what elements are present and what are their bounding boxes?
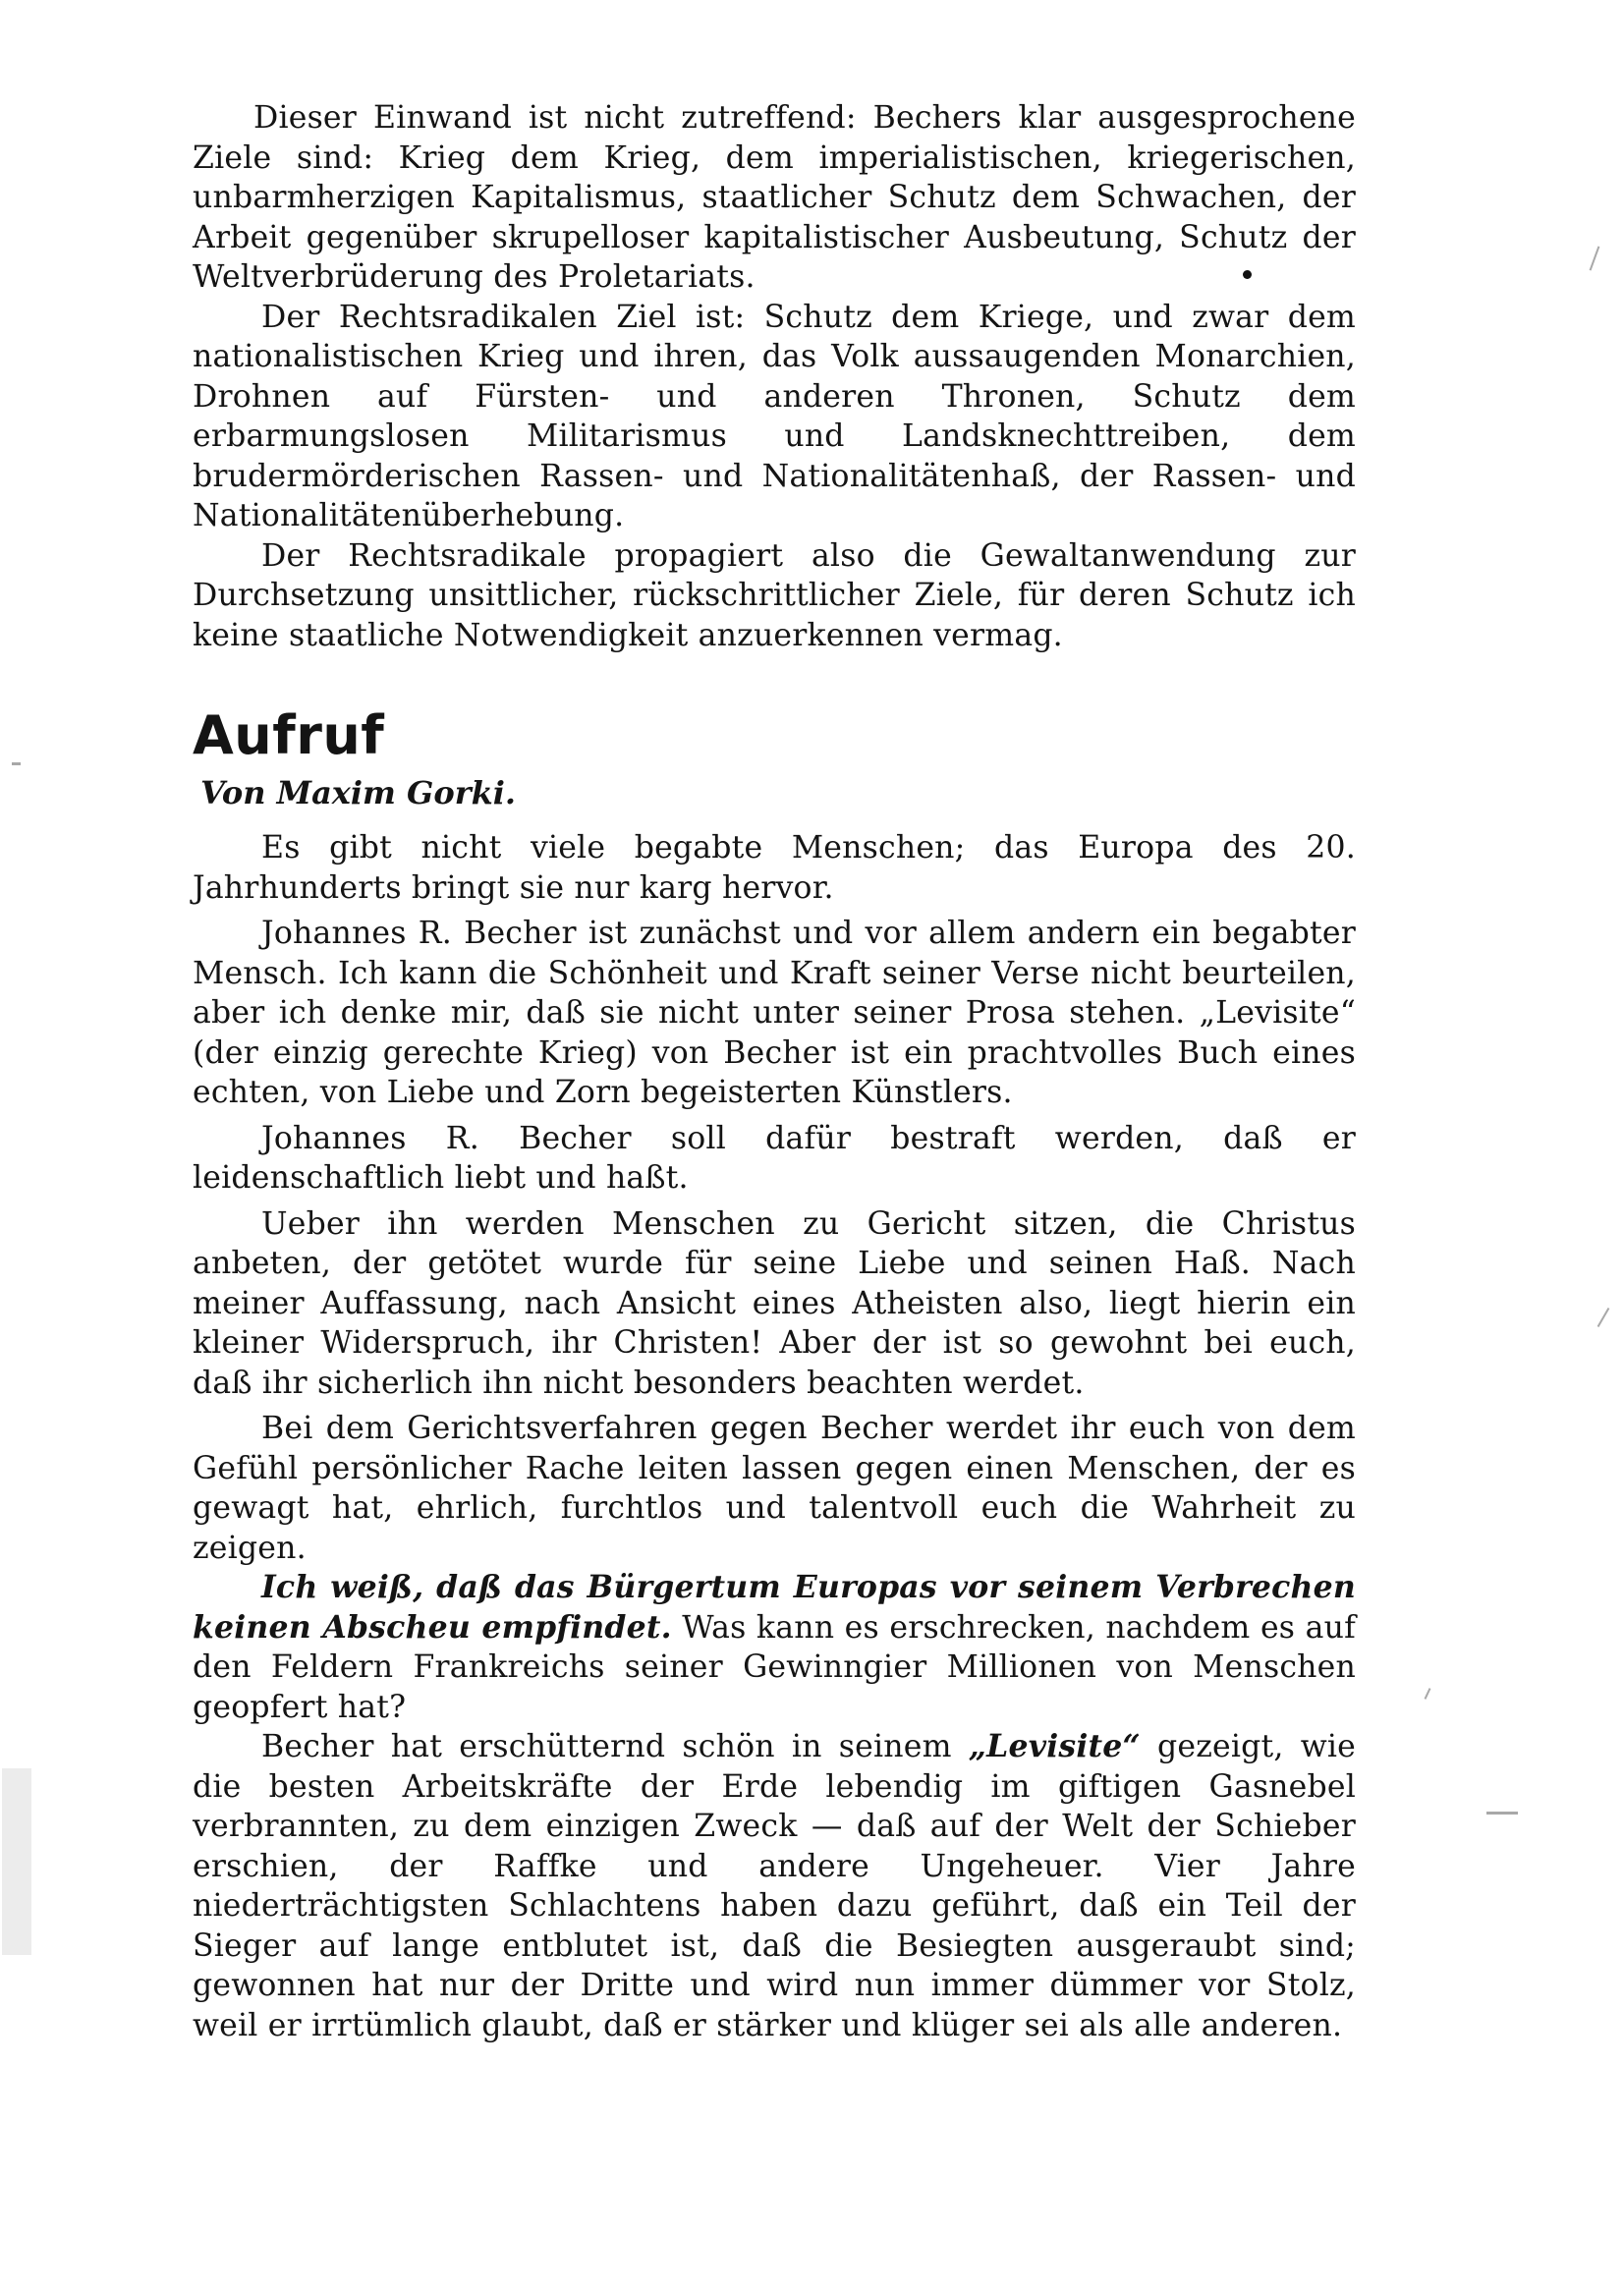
closing-paragraph-end: gezeigt, wie die besten Arbeitskräfte der Erde lebendig im giftigen Gasnebel verbrannten, zu dem einzigen Zweck — daß auf der Welt der Schieber erschien, der Raffke und andere Ungeheuer. Vier Jahre niederträchtigsten Schlachtens haben dazu geführt, daß ein Teil der Sieger auf lange entblutet ist, daß die Besiegten ausgeraubt sind; gewonnen hat nur der Dritte und wird nun immer dümmer vor Stolz, weil er irrtümlich glaubt, daß er stärker und klüger sei als alle anderen. [193, 1729, 1356, 2043]
closing-paragraph-start: Becher hat erschütternd schön in seinem [261, 1729, 969, 1764]
article-title: Aufruf [193, 704, 385, 766]
article-paragraph-5: Bei dem Gerichtsverfahren gegen Becher werdet ihr euch von dem Gefühl persönlicher Rache leiten lassen gegen einen Menschen, der es gewagt hat, ehrlich, furchtlos und talentvoll euch die Wahrheit zu zeigen. [193, 1411, 1356, 1566]
intro-paragraph-3: Der Rechtsradikale propagiert also die Gewaltanwendung zur Durchsetzung unsittlicher, rückschrittlicher Ziele, für deren Schutz ich keine staatliche Notwendigkeit anzuerkennen vermag. [193, 537, 1356, 653]
emphasized-sentence: Ich weiß, daß das Bürgertum Europas vor seinem Verbrechen keinen Abscheu empfindet. [193, 1569, 1356, 1646]
book-title-reference: „Levisite“ [968, 1728, 1141, 1764]
scan-mark-left [12, 762, 21, 765]
article-paragraph-2: Johannes R. Becher ist zunächst und vor allem andern ein begabter Mensch. Ich kann die Schönheit und Kraft seiner Verse nicht beurteilen, aber ich denke mir, daß sie nicht unter seiner Prosa stehen. „Levisite“ (der einzig gerechte Krieg) von Becher ist ein prachtvolles Buch eines echten, von Liebe und Zorn begeisterten Künstlers. [193, 916, 1356, 1110]
emphasis-paragraph-rest: Was kann es erschrecken, nachdem es auf den Feldern Frankreichs seiner Gewinngier Millionen von Menschen geopfert hat? [193, 1609, 1356, 1725]
article-paragraph-emphasis [193, 1568, 1356, 1727]
scan-mark-right-dash [1486, 1812, 1518, 1815]
intro-paragraph-1: Dieser Einwand ist nicht zutreffend: Bechers klar ausgesprochene Ziele sind: Krieg dem Krieg, dem imperialistischen, kriegerischen, unbarmherzigen Kapitalismus, staatlicher Schutz dem Schwachen, der Arbeit gegenüber skrupelloser kapitalistischer Ausbeutung, Schutz der Weltverbrüderung des Proletariats. [193, 100, 1356, 295]
article-paragraph-1: Es gibt nicht viele begabte Menschen; das Europa des 20. Jahrhunderts bringt sie nur karg hervor. [193, 830, 1356, 906]
scan-smudge-left [2, 1768, 31, 1955]
article-paragraph-closing [193, 1727, 1356, 2045]
article-byline: Von Maxim Gorki. [200, 774, 517, 811]
scan-mark-right-mid [1597, 1308, 1610, 1327]
article-paragraph-4: Ueber ihn werden Menschen zu Gericht sitzen, die Christus anbeten, der getötet wurde für seine Liebe und seinen Haß. Nach meiner Auffassung, nach Ansicht eines Atheisten also, liegt hierin ein kleiner Widerspruch, ihr Christen! Aber der ist so gewohnt bei euch, daß ihr sicherlich ihn nicht besonders beachten werdet. [193, 1205, 1356, 1401]
article-paragraph-3: Johannes R. Becher soll dafür bestraft werden, daß er leidenschaftlich liebt und haßt. [193, 1120, 1356, 1196]
intro-paragraph-2: Der Rechtsradikalen Ziel ist: Schutz dem Kriege, und zwar dem nationalistischen Krieg und ihren, das Volk aussaugenden Monarchien, Drohnen auf Fürsten- und anderen Thronen, Schutz dem erbarmungslosen Militarismus und Landsknechttreiben, dem brudermörderischen Rassen- und Nationalitätenhaß, der Rassen- und Nationalitätenüberhebung. [193, 299, 1356, 533]
text-column [193, 98, 1356, 2045]
scan-mark-right-small [1425, 1688, 1431, 1700]
scan-mark-right-top [1590, 246, 1600, 270]
